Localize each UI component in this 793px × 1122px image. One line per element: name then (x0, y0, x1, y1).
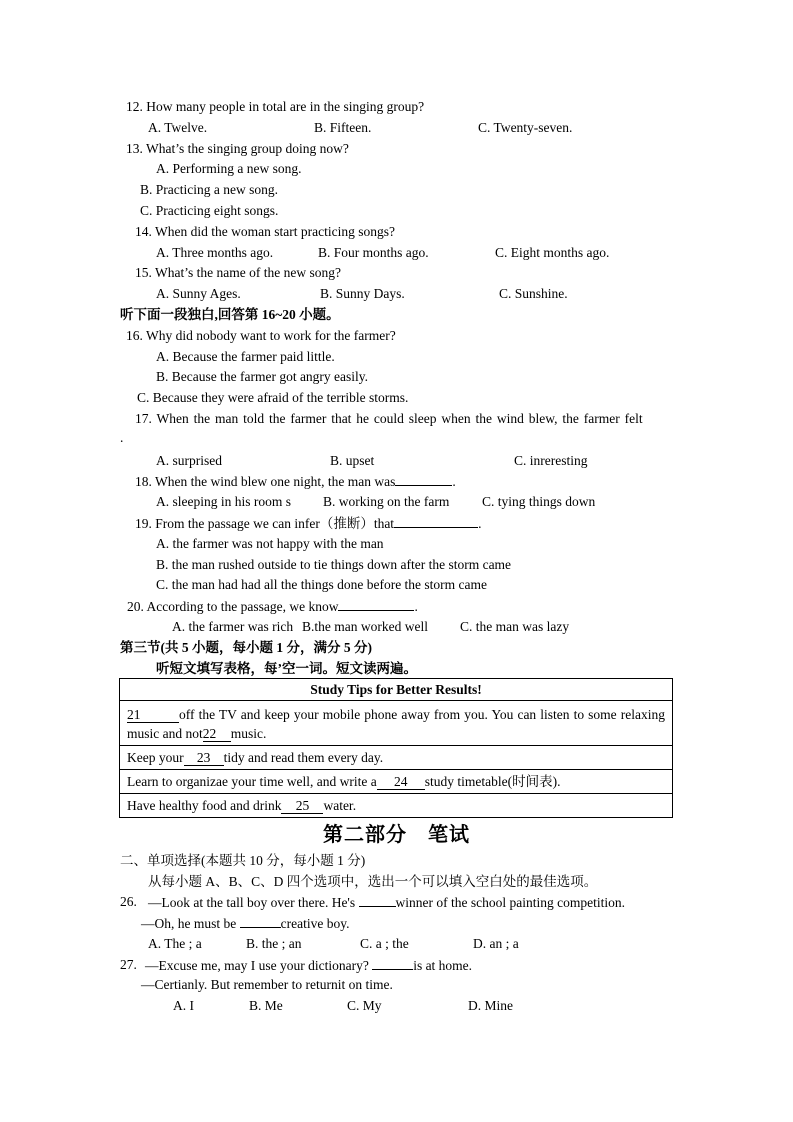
q26-blank1 (359, 894, 396, 907)
q15-option-b: B. Sunny Days. (320, 286, 405, 301)
q27-line1 (145, 957, 472, 974)
q26-option-c: C. a ; the (360, 936, 409, 951)
q18-option-b: B. working on the farm (323, 494, 450, 509)
q12-option-b: B. Fifteen. (314, 120, 372, 135)
blank-24: 24 (377, 775, 425, 790)
q16-option-a: A. Because the farmer paid little. (156, 349, 335, 364)
q27-line2: —Certianly. But remember to returnit on time. (141, 977, 393, 992)
q13-option-a: A. Performing a new song. (156, 161, 302, 176)
q17-option-b: B. upset (330, 453, 375, 468)
q15-option-c: C. Sunshine. (499, 286, 568, 301)
q26-number: 26. (120, 894, 137, 909)
q26-blank2 (240, 915, 281, 928)
q20-stem: 20. According to the passage, we know (127, 599, 339, 614)
q20-option-a: A. the farmer was rich (172, 619, 294, 634)
q27-option-a: A. I (173, 998, 194, 1013)
q26-line1-b: winner of the school painting competition. (395, 895, 625, 910)
q26-line2 (141, 915, 349, 932)
q26-line2-a: —Oh, he must be (141, 916, 237, 931)
q19-option-a: A. the farmer was not happy with the man (156, 536, 384, 551)
q26-option-b: B. the ; an (246, 936, 302, 951)
q17-option-a: A. surprised (156, 453, 222, 468)
q27-line1-a: —Excuse me, may I use your dictionary? (145, 958, 369, 973)
table-row (120, 746, 673, 770)
q19-stem: 19. From the passage we can infer（推断）that (135, 516, 395, 531)
q13-option-b: B. Practicing a new song. (140, 182, 278, 197)
table-cell-row2 (120, 746, 673, 770)
q15-option-a: A. Sunny Ages. (156, 286, 241, 301)
q14-option-b: B. Four months ago. (318, 245, 429, 260)
table-row (120, 794, 673, 818)
q26-line1 (148, 894, 625, 911)
q18-stem: 18. When the wind blew one night, the man was (135, 474, 396, 489)
q19-line (135, 515, 481, 532)
q18-blank (395, 473, 452, 486)
q16-stem: 16. Why did nobody want to work for the farmer? (126, 328, 396, 343)
q27-option-c: C. My (347, 998, 382, 1013)
blank-23: 23 (184, 751, 224, 766)
q16-option-b: B. Because the farmer got angry easily. (156, 369, 369, 384)
q20-option-c: C. the man was lazy (460, 619, 570, 634)
q20-option-b: B.the man worked well (302, 619, 428, 634)
row2-text1: Keep your (127, 750, 184, 765)
study-tips-table (119, 678, 673, 818)
table-row (120, 770, 673, 794)
section-16-20-heading: 听下面一段独白,回答第 16~20 小题。 (120, 307, 340, 322)
q19-blank (394, 515, 478, 528)
q18-end: . (452, 474, 456, 489)
row3-text2: study timetable(时间表). (424, 774, 561, 789)
q26-line2-b: creative boy. (280, 916, 350, 931)
q18-option-c: C. tying things down (482, 494, 596, 509)
table-cell-row1 (120, 701, 673, 746)
q26-line1-a: —Look at the tall boy over there. He's (148, 895, 356, 910)
q20-end: . (414, 599, 418, 614)
section2-instructions: 从每小题 A、B、C、D 四个选项中，选出一个可以填入空白处的最佳选项。 (148, 874, 598, 889)
q26-option-a: A. The ; a (148, 936, 202, 951)
q27-option-d: D. Mine (468, 998, 513, 1013)
q14-stem: 14. When did the woman start practicing songs? (135, 224, 395, 239)
q19-option-b: B. the man rushed outside to tie things down after the storm came (156, 557, 512, 572)
blank-25: 25 (281, 799, 323, 814)
section3-instructions: 听短文填写表格，每’空一词。短文读两遍。 (156, 661, 417, 676)
q18-line (135, 473, 456, 490)
q27-line1-b: is at home. (413, 958, 473, 973)
q27-blank (372, 957, 413, 970)
row4-text1: Have healthy food and drink (127, 798, 282, 813)
row2-text2: tidy and read them every day. (223, 750, 384, 765)
q18-option-a: A. sleeping in his room s (156, 494, 291, 509)
q17-blank-dot: . (120, 430, 124, 445)
q26-option-d: D. an ; a (473, 936, 519, 951)
q13-stem: 13. What’s the singing group doing now? (126, 141, 349, 156)
q14-option-c: C. Eight months ago. (495, 245, 610, 260)
q12-option-a: A. Twelve. (148, 120, 208, 135)
section3-title: 第三节(共 5 小题，每小题 1 分，满分 5 分) (120, 640, 372, 655)
q14-option-a: A. Three months ago. (156, 245, 274, 260)
table-row (120, 701, 673, 746)
q20-line (127, 598, 418, 615)
part2-title: 第二部分 笔试 (323, 822, 470, 846)
q12-stem: 12. How many people in total are in the singing group? (126, 99, 425, 114)
q17-stem: 17. When the man told the farmer that he could sleep when the wind blew, the farmer felt (135, 411, 643, 426)
q17-option-c: C. inreresting (514, 453, 588, 468)
q27-number: 27. (120, 957, 137, 972)
q27-option-b: B. Me (249, 998, 283, 1013)
row1-text1: off the TV and keep your mobile phone away from you. You can listen to some relaxing music and not (127, 707, 665, 741)
q19-end: . (478, 516, 482, 531)
row3-text1: Learn to organizae your time well, and write a (127, 774, 377, 789)
q16-option-c: C. Because they were afraid of the terrible storms. (137, 390, 409, 405)
q12-option-c: C. Twenty-seven. (478, 120, 573, 135)
q13-option-c: C. Practicing eight songs. (140, 203, 279, 218)
q20-blank (338, 598, 414, 611)
table-cell-row3 (120, 770, 673, 794)
table-header-row (120, 679, 673, 701)
section2-title: 二、单项选择(本题共 10 分，每小题 1 分) (120, 853, 366, 868)
row1-text2: music. (230, 726, 267, 741)
blank-21: 21 (127, 708, 179, 723)
row4-text2: water. (323, 798, 357, 813)
q15-stem: 15. What’s the name of the new song? (135, 265, 341, 280)
table-cell-row4 (120, 794, 673, 818)
blank-22: 22 (203, 727, 231, 742)
q19-option-c: C. the man had had all the things done before the storm came (156, 577, 488, 592)
table-header: Study Tips for Better Results! (120, 679, 673, 701)
